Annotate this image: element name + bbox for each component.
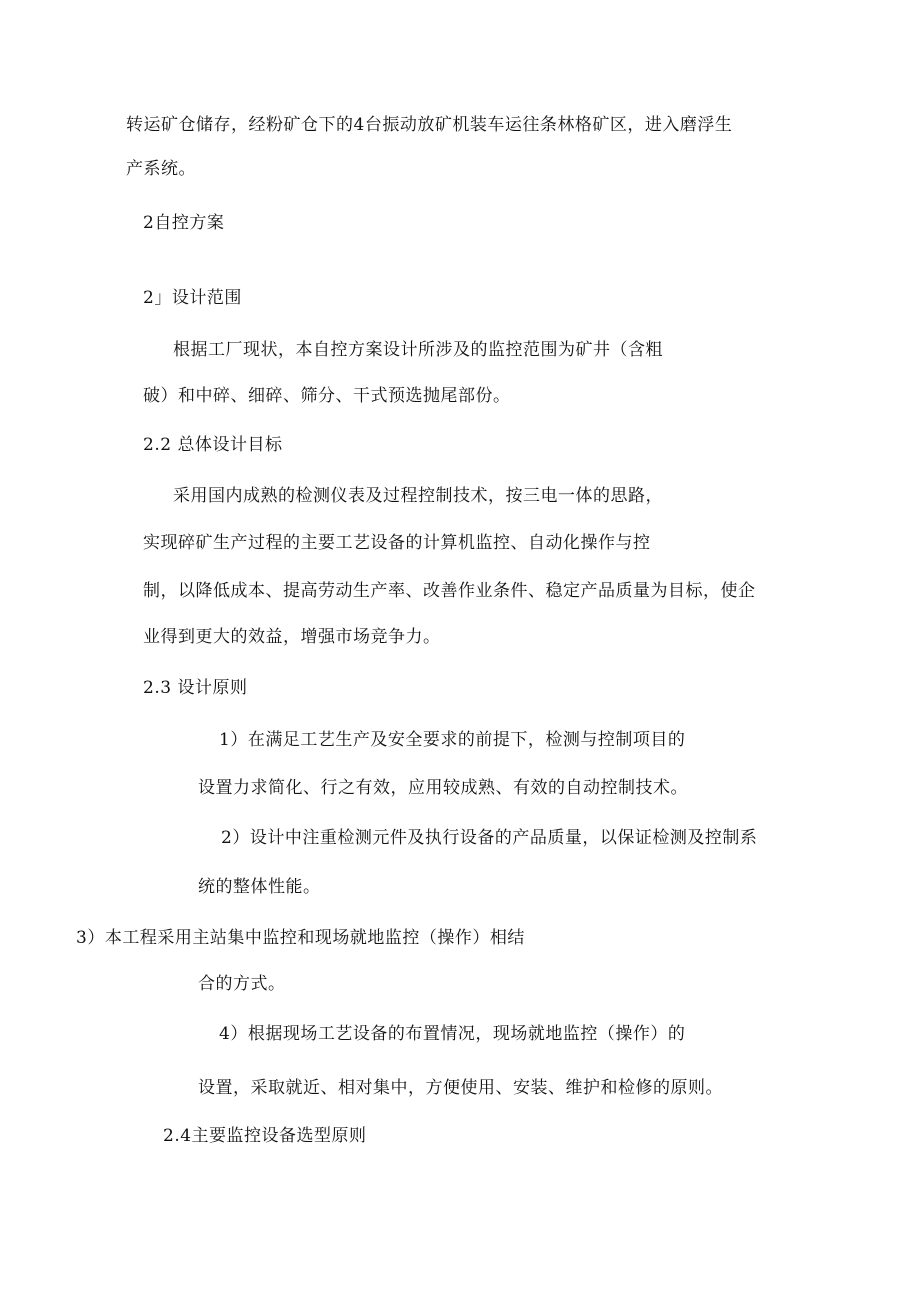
list-item-line: 1）在满足工艺生产及安全要求的前提下，检测与控制项目的: [219, 730, 686, 750]
paragraph-line: 转运矿仓储存，经粉矿仓下的4台振动放矿机装车运往条林格矿区，进入磨浮生: [126, 115, 733, 135]
list-item-line: 2）设计中注重检测元件及执行设备的产品质量，以保证检测及控制系: [221, 828, 758, 848]
paragraph-line: 实现碎矿生产过程的主要工艺设备的计算机监控、自动化操作与控: [143, 533, 651, 553]
list-item-line: 3）本工程采用主站集中监控和现场就地监控（操作）相结: [76, 928, 525, 948]
list-item-line: 4）根据现场工艺设备的布置情况，现场就地监控（操作）的: [219, 1024, 686, 1044]
subsection-heading: 2.4主要监控设备选型原则: [163, 1126, 367, 1146]
list-item-line: 设置，采取就近、相对集中，方便使用、安装、维护和检修的原则。: [198, 1078, 723, 1098]
section-heading: 2自控方案: [143, 213, 225, 233]
subsection-heading: 2」设计范围: [143, 288, 242, 308]
paragraph-line: 根据工厂现状，本自控方案设计所涉及的监控范围为矿井（含粗: [173, 340, 663, 360]
paragraph-line: 业得到更大的效益，增强市场竞争力。: [143, 627, 441, 647]
list-item-line: 合的方式。: [198, 974, 286, 994]
paragraph-line: 采用国内成熟的检测仪表及过程控制技术，按三电一体的思路，: [173, 486, 663, 506]
paragraph-line: 制，以降低成本、提高劳动生产率、改善作业条件、稳定产品质量为目标，使企: [143, 581, 756, 601]
list-item-line: 统的整体性能。: [198, 877, 321, 897]
list-item-line: 设置力求简化、行之有效，应用较成熟、有效的自动控制技术。: [198, 778, 688, 798]
subsection-heading: 2.3 设计原则: [143, 678, 248, 698]
paragraph-line: 产系统。: [126, 159, 196, 179]
paragraph-line: 破）和中碎、细碎、筛分、干式预选抛尾部份。: [143, 386, 511, 406]
subsection-heading: 2.2 总体设计目标: [143, 435, 283, 455]
